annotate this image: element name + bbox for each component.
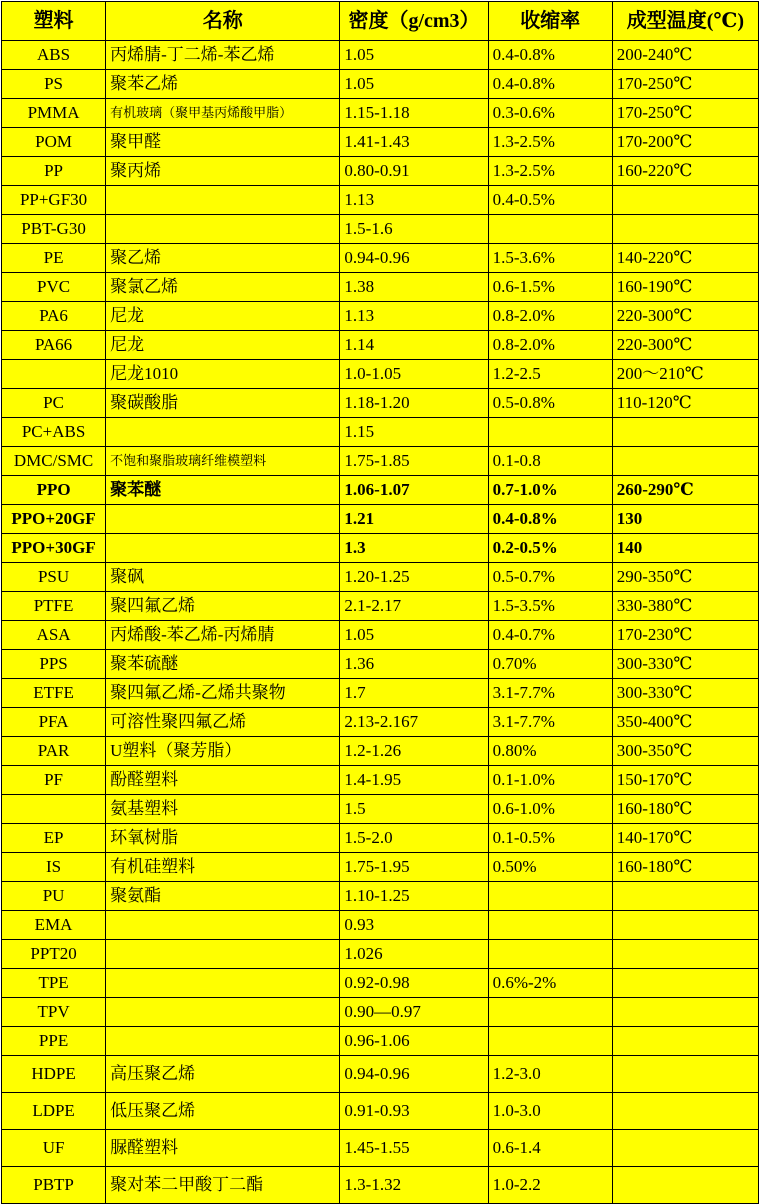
- cell-name: 丙烯腈-丁二烯-苯乙烯: [106, 41, 340, 70]
- cell-temperature: 220-300℃: [612, 331, 758, 360]
- cell-code: UF: [2, 1130, 106, 1167]
- table-row: [2, 331, 759, 360]
- cell-code: HDPE: [2, 1056, 106, 1093]
- cell-name: 聚氨酯: [106, 882, 340, 911]
- cell-name: [106, 186, 340, 215]
- cell-temperature: 160-220℃: [612, 157, 758, 186]
- cell-temperature: 160-190℃: [612, 273, 758, 302]
- cell-code: PTFE: [2, 592, 106, 621]
- table-row: [2, 389, 759, 418]
- cell-shrinkage: [488, 911, 612, 940]
- cell-density: 0.94-0.96: [340, 244, 488, 273]
- plastics-properties-table: [1, 1, 759, 1204]
- table-row: [2, 273, 759, 302]
- cell-shrinkage: 1.3-2.5%: [488, 157, 612, 186]
- cell-density: 0.91-0.93: [340, 1093, 488, 1130]
- cell-code: IS: [2, 853, 106, 882]
- cell-code: PPO+30GF: [2, 534, 106, 563]
- table-row: [2, 766, 759, 795]
- cell-name: 尼龙: [106, 331, 340, 360]
- cell-density: 0.94-0.96: [340, 1056, 488, 1093]
- cell-density: 1.45-1.55: [340, 1130, 488, 1167]
- table-row: [2, 70, 759, 99]
- header-row: [2, 2, 759, 41]
- cell-shrinkage: 0.1-0.8: [488, 447, 612, 476]
- table-row: [2, 1093, 759, 1130]
- cell-temperature: 290-350℃: [612, 563, 758, 592]
- cell-temperature: [612, 998, 758, 1027]
- table-row: [2, 476, 759, 505]
- cell-name: [106, 534, 340, 563]
- cell-code: PFA: [2, 708, 106, 737]
- cell-name: 聚对苯二甲酸丁二酯: [106, 1167, 340, 1204]
- cell-temperature: 160-180℃: [612, 795, 758, 824]
- cell-code: [2, 360, 106, 389]
- cell-shrinkage: 1.2-3.0: [488, 1056, 612, 1093]
- cell-name: 聚苯醚: [106, 476, 340, 505]
- cell-shrinkage: 0.3-0.6%: [488, 99, 612, 128]
- table-row: [2, 360, 759, 389]
- cell-temperature: [612, 969, 758, 998]
- cell-density: 1.2-1.26: [340, 737, 488, 766]
- cell-shrinkage: 1.5-3.5%: [488, 592, 612, 621]
- cell-temperature: [612, 1027, 758, 1056]
- table-row: [2, 853, 759, 882]
- cell-density: 1.38: [340, 273, 488, 302]
- cell-code: PU: [2, 882, 106, 911]
- cell-name: 可溶性聚四氟乙烯: [106, 708, 340, 737]
- cell-shrinkage: [488, 998, 612, 1027]
- cell-name: 尼龙1010: [106, 360, 340, 389]
- cell-code: PE: [2, 244, 106, 273]
- cell-temperature: 330-380℃: [612, 592, 758, 621]
- cell-code: [2, 795, 106, 824]
- cell-name: 环氧树脂: [106, 824, 340, 853]
- cell-density: 0.90—0.97: [340, 998, 488, 1027]
- cell-code: PAR: [2, 737, 106, 766]
- cell-code: PC: [2, 389, 106, 418]
- cell-shrinkage: 0.2-0.5%: [488, 534, 612, 563]
- cell-temperature: 160-180℃: [612, 853, 758, 882]
- table-row: [2, 911, 759, 940]
- table-row: [2, 824, 759, 853]
- table-row: [2, 215, 759, 244]
- cell-shrinkage: 0.8-2.0%: [488, 302, 612, 331]
- cell-shrinkage: 0.4-0.7%: [488, 621, 612, 650]
- cell-name: 聚苯乙烯: [106, 70, 340, 99]
- cell-name: 聚砜: [106, 563, 340, 592]
- cell-density: 1.21: [340, 505, 488, 534]
- cell-density: 1.20-1.25: [340, 563, 488, 592]
- cell-density: 1.36: [340, 650, 488, 679]
- cell-temperature: 350-400℃: [612, 708, 758, 737]
- cell-name: [106, 505, 340, 534]
- cell-name: 聚碳酸脂: [106, 389, 340, 418]
- table-row: [2, 1027, 759, 1056]
- cell-density: 1.75-1.85: [340, 447, 488, 476]
- cell-density: 1.5: [340, 795, 488, 824]
- table-row: [2, 505, 759, 534]
- cell-density: 1.06-1.07: [340, 476, 488, 505]
- cell-shrinkage: 0.1-1.0%: [488, 766, 612, 795]
- cell-name: 有机玻璃（聚甲基丙烯酸甲脂）: [106, 99, 340, 128]
- cell-density: 0.93: [340, 911, 488, 940]
- column-header-density: 密度（g/cm3）: [340, 2, 488, 41]
- cell-density: 2.13-2.167: [340, 708, 488, 737]
- table-row: [2, 99, 759, 128]
- cell-temperature: 200～210℃: [612, 360, 758, 389]
- cell-density: 1.18-1.20: [340, 389, 488, 418]
- cell-name: 聚乙烯: [106, 244, 340, 273]
- cell-code: PF: [2, 766, 106, 795]
- cell-temperature: [612, 447, 758, 476]
- cell-temperature: 260-290℃: [612, 476, 758, 505]
- table-row: [2, 244, 759, 273]
- cell-name: [106, 998, 340, 1027]
- cell-density: 1.41-1.43: [340, 128, 488, 157]
- cell-density: 0.96-1.06: [340, 1027, 488, 1056]
- cell-temperature: 110-120℃: [612, 389, 758, 418]
- table-row: [2, 128, 759, 157]
- cell-temperature: [612, 1093, 758, 1130]
- cell-density: 1.3: [340, 534, 488, 563]
- table-row: [2, 882, 759, 911]
- cell-code: POM: [2, 128, 106, 157]
- cell-code: TPE: [2, 969, 106, 998]
- cell-name: 聚苯硫醚: [106, 650, 340, 679]
- cell-temperature: 140: [612, 534, 758, 563]
- cell-shrinkage: 0.4-0.8%: [488, 41, 612, 70]
- cell-temperature: 140-220℃: [612, 244, 758, 273]
- cell-code: PS: [2, 70, 106, 99]
- cell-temperature: 300-330℃: [612, 650, 758, 679]
- cell-shrinkage: 0.5-0.8%: [488, 389, 612, 418]
- table-row: [2, 534, 759, 563]
- cell-shrinkage: [488, 882, 612, 911]
- table-row: [2, 795, 759, 824]
- cell-shrinkage: 0.5-0.7%: [488, 563, 612, 592]
- cell-temperature: 300-350℃: [612, 737, 758, 766]
- cell-code: TPV: [2, 998, 106, 1027]
- table-row: [2, 592, 759, 621]
- cell-shrinkage: [488, 418, 612, 447]
- cell-shrinkage: 1.0-3.0: [488, 1093, 612, 1130]
- cell-density: 1.05: [340, 621, 488, 650]
- cell-temperature: 170-250℃: [612, 70, 758, 99]
- cell-shrinkage: 0.4-0.8%: [488, 505, 612, 534]
- cell-density: 1.14: [340, 331, 488, 360]
- cell-code: PPS: [2, 650, 106, 679]
- cell-density: 1.5-1.6: [340, 215, 488, 244]
- cell-shrinkage: 3.1-7.7%: [488, 679, 612, 708]
- cell-shrinkage: [488, 1027, 612, 1056]
- cell-temperature: [612, 1167, 758, 1204]
- cell-density: 1.05: [340, 41, 488, 70]
- cell-temperature: 220-300℃: [612, 302, 758, 331]
- table-row: [2, 998, 759, 1027]
- cell-temperature: 130: [612, 505, 758, 534]
- cell-shrinkage: 0.70%: [488, 650, 612, 679]
- table-row: [2, 1056, 759, 1093]
- cell-density: 0.80-0.91: [340, 157, 488, 186]
- cell-code: PC+ABS: [2, 418, 106, 447]
- table-row: [2, 302, 759, 331]
- cell-code: PPT20: [2, 940, 106, 969]
- cell-density: 1.7: [340, 679, 488, 708]
- cell-shrinkage: [488, 940, 612, 969]
- cell-shrinkage: 0.6-1.0%: [488, 795, 612, 824]
- cell-name: 低压聚乙烯: [106, 1093, 340, 1130]
- table-row: [2, 969, 759, 998]
- cell-code: PBT-G30: [2, 215, 106, 244]
- cell-name: [106, 940, 340, 969]
- cell-temperature: [612, 418, 758, 447]
- cell-shrinkage: 0.8-2.0%: [488, 331, 612, 360]
- cell-name: U塑料（聚芳脂）: [106, 737, 340, 766]
- cell-density: 1.13: [340, 302, 488, 331]
- cell-density: 1.13: [340, 186, 488, 215]
- cell-shrinkage: 0.1-0.5%: [488, 824, 612, 853]
- cell-temperature: 170-250℃: [612, 99, 758, 128]
- cell-code: DMC/SMC: [2, 447, 106, 476]
- cell-temperature: 300-330℃: [612, 679, 758, 708]
- cell-density: 1.05: [340, 70, 488, 99]
- table-row: [2, 41, 759, 70]
- cell-shrinkage: 3.1-7.7%: [488, 708, 612, 737]
- cell-density: 1.3-1.32: [340, 1167, 488, 1204]
- table-row: [2, 157, 759, 186]
- cell-shrinkage: 1.5-3.6%: [488, 244, 612, 273]
- cell-name: 丙烯酸-苯乙烯-丙烯腈: [106, 621, 340, 650]
- cell-density: 2.1-2.17: [340, 592, 488, 621]
- cell-code: PA66: [2, 331, 106, 360]
- table-body: [2, 41, 759, 1204]
- cell-temperature: 200-240℃: [612, 41, 758, 70]
- cell-shrinkage: 0.6-1.4: [488, 1130, 612, 1167]
- table-row: [2, 447, 759, 476]
- cell-density: 1.0-1.05: [340, 360, 488, 389]
- cell-name: 有机硅塑料: [106, 853, 340, 882]
- cell-name: [106, 969, 340, 998]
- table-row: [2, 563, 759, 592]
- cell-name: 聚丙烯: [106, 157, 340, 186]
- cell-shrinkage: 0.7-1.0%: [488, 476, 612, 505]
- cell-temperature: [612, 1056, 758, 1093]
- cell-name: 聚氯乙烯: [106, 273, 340, 302]
- cell-code: EP: [2, 824, 106, 853]
- cell-temperature: [612, 1130, 758, 1167]
- cell-code: ABS: [2, 41, 106, 70]
- table-header: [2, 2, 759, 41]
- cell-temperature: [612, 940, 758, 969]
- cell-density: 1.75-1.95: [340, 853, 488, 882]
- cell-name: [106, 911, 340, 940]
- cell-code: PSU: [2, 563, 106, 592]
- column-header-name: 名称: [106, 2, 340, 41]
- cell-density: 1.026: [340, 940, 488, 969]
- cell-shrinkage: [488, 215, 612, 244]
- column-header-code: 塑料: [2, 2, 106, 41]
- cell-code: PMMA: [2, 99, 106, 128]
- cell-code: PVC: [2, 273, 106, 302]
- cell-temperature: [612, 882, 758, 911]
- cell-temperature: 150-170℃: [612, 766, 758, 795]
- table-row: [2, 737, 759, 766]
- cell-density: 0.92-0.98: [340, 969, 488, 998]
- cell-name: 聚四氟乙烯-乙烯共聚物: [106, 679, 340, 708]
- cell-shrinkage: 0.6-1.5%: [488, 273, 612, 302]
- cell-code: PP: [2, 157, 106, 186]
- cell-name: [106, 215, 340, 244]
- table-row: [2, 186, 759, 215]
- cell-name: [106, 418, 340, 447]
- cell-shrinkage: 1.3-2.5%: [488, 128, 612, 157]
- table-row: [2, 621, 759, 650]
- cell-temperature: 170-230℃: [612, 621, 758, 650]
- table-row: [2, 1167, 759, 1204]
- cell-name: 尼龙: [106, 302, 340, 331]
- cell-density: 1.4-1.95: [340, 766, 488, 795]
- cell-code: ETFE: [2, 679, 106, 708]
- table-row: [2, 1130, 759, 1167]
- cell-shrinkage: 0.4-0.8%: [488, 70, 612, 99]
- cell-code: LDPE: [2, 1093, 106, 1130]
- cell-name: 脲醛塑料: [106, 1130, 340, 1167]
- cell-shrinkage: 0.4-0.5%: [488, 186, 612, 215]
- cell-shrinkage: 0.50%: [488, 853, 612, 882]
- cell-code: EMA: [2, 911, 106, 940]
- cell-name: 高压聚乙烯: [106, 1056, 340, 1093]
- cell-name: 酚醛塑料: [106, 766, 340, 795]
- cell-code: PBTP: [2, 1167, 106, 1204]
- cell-code: PPE: [2, 1027, 106, 1056]
- cell-code: PA6: [2, 302, 106, 331]
- cell-shrinkage: 0.6%-2%: [488, 969, 612, 998]
- cell-code: ASA: [2, 621, 106, 650]
- cell-name: 不饱和聚脂玻璃纤维模塑料: [106, 447, 340, 476]
- table-row: [2, 708, 759, 737]
- cell-shrinkage: 1.2-2.5: [488, 360, 612, 389]
- cell-density: 1.10-1.25: [340, 882, 488, 911]
- table-row: [2, 679, 759, 708]
- cell-shrinkage: 1.0-2.2: [488, 1167, 612, 1204]
- cell-code: PP+GF30: [2, 186, 106, 215]
- cell-temperature: [612, 186, 758, 215]
- column-header-molding-temperature: 成型温度(℃): [612, 2, 758, 41]
- table-row: [2, 940, 759, 969]
- column-header-shrinkage: 收缩率: [488, 2, 612, 41]
- cell-density: 1.5-2.0: [340, 824, 488, 853]
- cell-temperature: [612, 215, 758, 244]
- cell-temperature: 170-200℃: [612, 128, 758, 157]
- cell-density: 1.15: [340, 418, 488, 447]
- cell-temperature: 140-170℃: [612, 824, 758, 853]
- table-row: [2, 650, 759, 679]
- cell-name: 聚四氟乙烯: [106, 592, 340, 621]
- cell-density: 1.15-1.18: [340, 99, 488, 128]
- cell-shrinkage: 0.80%: [488, 737, 612, 766]
- cell-code: PPO: [2, 476, 106, 505]
- cell-name: 聚甲醛: [106, 128, 340, 157]
- cell-name: [106, 1027, 340, 1056]
- cell-code: PPO+20GF: [2, 505, 106, 534]
- table-row: [2, 418, 759, 447]
- cell-name: 氨基塑料: [106, 795, 340, 824]
- cell-temperature: [612, 911, 758, 940]
